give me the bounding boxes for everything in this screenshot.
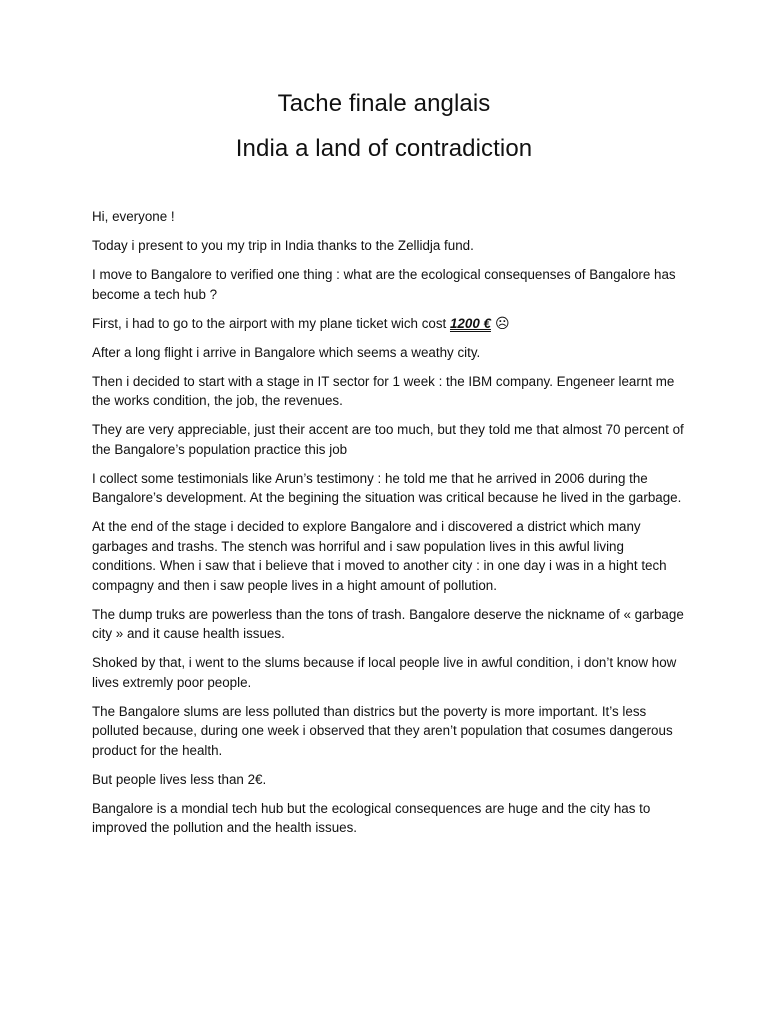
paragraph-greeting: Hi, everyone !: [92, 209, 175, 224]
document-body: [92, 207, 684, 847]
document-subtitle: India a land of contradiction: [235, 135, 533, 162]
paragraph-arrival: After a long flight i arrive in Bangalore which seems a weathy city.: [92, 344, 481, 360]
paragraph-district: At the end of the stage i decided to explore Bangalore and i discovered a district which many garbages and trashs. The stench was horriful and i saw population lives in this awful living conditions. When i saw that i believe that i moved to another city : in one day i was in a hight tech compagny and then i saw people lives in a hight amount of pollution.: [92, 519, 667, 593]
paragraph-pollution: The Bangalore slums are less polluted than districs but the poverty is more important. It’s less polluted because, during one week i observed that they aren’t population that cosumes dangerous product for the health.: [92, 703, 673, 758]
sad-face-icon: ☹: [494, 314, 510, 331]
paragraph-appreciable: They are very appreciable, just their accent are too much, but they told me that almost 70 percent of the Bangalore’s population practice this job: [92, 422, 684, 457]
paragraph-testimony: I collect some testimonials like Arun’s testimony : he told me that he arrived in 2006 during the Bangalore’s development. At the begining the situation was critical because he lived in the garbage.: [92, 470, 682, 505]
paragraph-poverty: But people lives less than 2€.: [92, 771, 267, 787]
paragraph-slums: Shoked by that, i went to the slums because if local people live in awful condition, i don’t know how lives extremly poor people.: [92, 655, 677, 690]
ticket-price: 1200 €: [449, 315, 491, 331]
paragraph-dump-trucks: The dump truks are powerless than the tons of trash. Bangalore deserve the nickname of « garbage city » and it cause health issues.: [92, 606, 684, 641]
paragraph-conclusion: Bangalore is a mondial tech hub but the ecological consequences are huge and the city has to improved the pollution and the health issues.: [92, 800, 651, 835]
paragraph-intro: Today i present to you my trip in India thanks to the Zellidja fund.: [92, 238, 474, 253]
paragraph-question: I move to Bangalore to verified one thing : what are the ecological consequenses of Bangalore has become a tech hub ?: [92, 267, 676, 302]
document-title: Tache finale anglais: [277, 90, 491, 117]
paragraph-stage: Then i decided to start with a stage in IT sector for 1 week : the IBM company. Engeneer learnt me the works condition, the job, the revenues.: [92, 373, 675, 408]
ticket-sentence: First, i had to go to the airport with my plane ticket wich cost: [92, 315, 450, 331]
paragraph-ticket: [92, 314, 684, 334]
